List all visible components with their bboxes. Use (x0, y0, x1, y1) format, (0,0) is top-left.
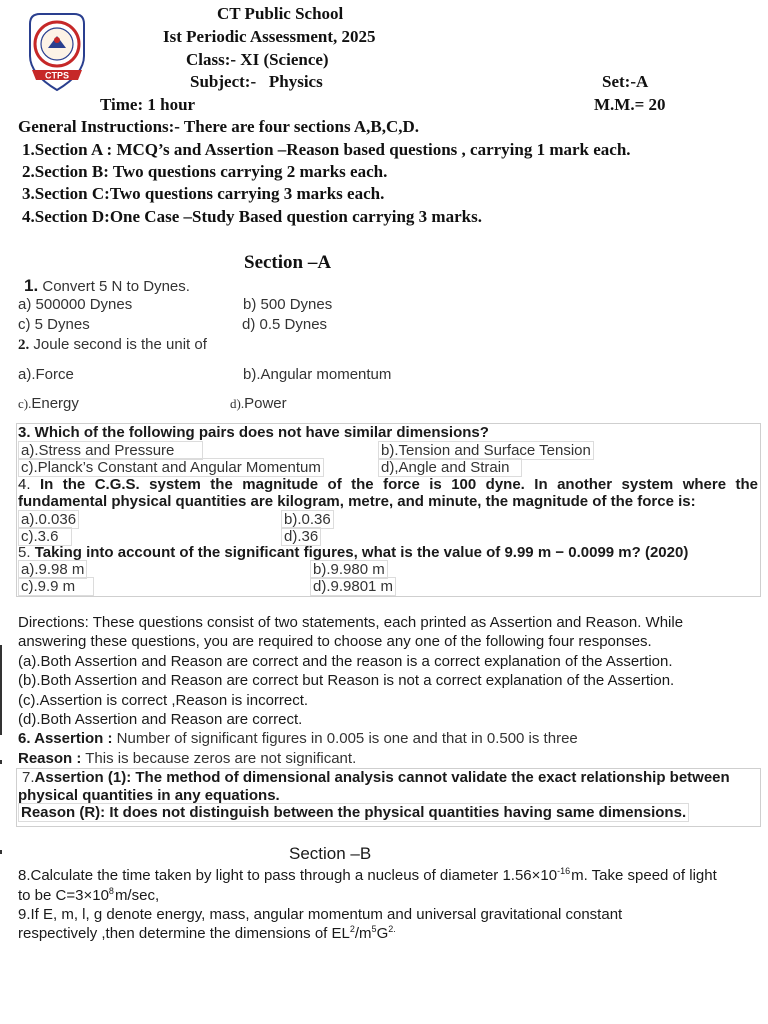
question-8-line1: 8.Calculate the time taken by light to pass through a nucleus of diameter $1.56\times 10^{-16}m$. Take speed of light (18, 866, 717, 884)
q4-option-d: d).36 (281, 527, 321, 546)
q2-option-a: a).Force (18, 366, 74, 383)
question-7-reason: Reason (R): It does not distinguish between the physical quantities having same dimensions. (18, 803, 689, 822)
subject-value: Physics (268, 72, 323, 91)
question-text: Joule second is the unit of (33, 336, 207, 353)
left-edge-mark (0, 645, 2, 735)
q3-option-a: a).Stress and Pressure (18, 441, 203, 460)
question-7-line1: 7.Assertion (1): The method of dimensional analysis cannot validate the exact relationship between (22, 769, 730, 786)
directions-line2: answering these questions, you are required to choose any one of the following four responses. (18, 633, 652, 650)
question-text: Convert 5 N to Dynes. (42, 278, 190, 295)
question-4-line1: 4. In the C.G.S. system the magnitude of the force is 100 dyne. In another system where the (18, 476, 758, 493)
question-number: 1. (24, 276, 39, 295)
question-9-line1: 9.If E, m, l, g denote energy, mass, angular momentum and universal gravitational constant (18, 906, 623, 923)
set-label: Set:-A (602, 72, 649, 91)
question-5: 5. Taking into account of the significant figures, what is the value of 9.99 m − 0.0099 m? (2020) (18, 544, 689, 561)
q5-option-c: c).9.9 m (18, 577, 94, 596)
instruction-item: 4.Section D:One Case –Study Based question carrying 3 marks. (22, 207, 482, 226)
q1-option-d: d) 0.5 Dynes (242, 316, 328, 333)
question-2 (18, 335, 207, 355)
q4-option-a: a).0.036 (18, 510, 79, 529)
question-6: 6. Assertion : Number of significant figures in 0.005 is one and that in 0.500 is three (18, 730, 578, 747)
q5-option-d: d).9.9801 m (310, 577, 396, 596)
school-name: CT Public School (217, 4, 344, 23)
q1-option-b: b) 500 Dynes (243, 296, 333, 313)
question-8-line2: to be $C=3\times 10^8m/\sec$, (18, 886, 160, 904)
question-9-line2: respectively ,then determine the dimensions of $EL^2/m^5G^{2.}$ (18, 924, 396, 942)
q3-option-b: b).Tension and Surface Tension (378, 441, 594, 460)
max-marks: M.M.= 20 (594, 95, 666, 114)
school-logo (24, 10, 90, 94)
response-c: (c).Assertion is correct ,Reason is incorrect. (18, 692, 309, 709)
section-b-title: Section –B (289, 844, 372, 863)
class-label: Class:- XI (Science) (186, 50, 329, 69)
question-3: 3. Which of the following pairs does not have similar dimensions? (18, 424, 489, 441)
logo-text: CTPS (44, 70, 70, 81)
question-6-reason: Reason : This is because zeros are not significant. (18, 750, 357, 767)
subject-line (190, 72, 323, 92)
instruction-item: 2.Section B: Two questions carrying 2 marks each. (22, 162, 388, 181)
time-label: Time: 1 hour (100, 95, 196, 114)
q2-option-c: c).Energy (18, 395, 79, 412)
q5-option-b: b).9.980 m (310, 560, 388, 579)
q4-option-c: c).3.6 (18, 527, 72, 546)
response-a: (a).Both Assertion and Reason are correct and the reason is a correct explanation of the Assertion. (18, 653, 673, 670)
q5-option-a: a).9.98 m (18, 560, 87, 579)
q3-option-c: c).Planck’s Constant and Angular Momentum (18, 458, 324, 477)
q3-option-d: d),Angle and Strain (378, 458, 522, 477)
q1-option-c: c) 5 Dynes (18, 316, 90, 333)
left-edge-mark (0, 760, 2, 764)
instruction-item: 3.Section C:Two questions carrying 3 marks each. (22, 184, 385, 203)
directions-line1: Directions: These questions consist of two statements, each printed as Assertion and Reason. While (18, 614, 684, 631)
q2-option-d: d).Power (230, 395, 287, 412)
subject-label: Subject:- (190, 72, 257, 91)
instructions-title: General Instructions:- There are four sections A,B,C,D. (18, 117, 420, 136)
instruction-item: 1.Section A : MCQ’s and Assertion –Reason based questions , carrying 1 mark each. (22, 140, 631, 159)
q1-option-a: a) 500000 Dynes (18, 296, 133, 313)
exam-title: Ist Periodic Assessment, 2025 (163, 27, 376, 46)
response-d: (d).Both Assertion and Reason are correct. (18, 711, 303, 728)
section-a-title: Section –A (244, 252, 332, 273)
q4-option-b: b).0.36 (281, 510, 334, 529)
left-edge-mark (0, 850, 2, 854)
question-number: 2. (18, 337, 30, 353)
q2-option-b: b).Angular momentum (243, 366, 392, 383)
question-1 (24, 276, 190, 296)
question-7-line2: physical quantities in any equations. (18, 787, 280, 804)
question-4-line2: fundamental physical quantities are kilogram, metre, and minute, the magnitude of the force is: (18, 493, 696, 510)
response-b: (b).Both Assertion and Reason are correct but Reason is not a correct explanation of the Assertion. (18, 672, 675, 689)
